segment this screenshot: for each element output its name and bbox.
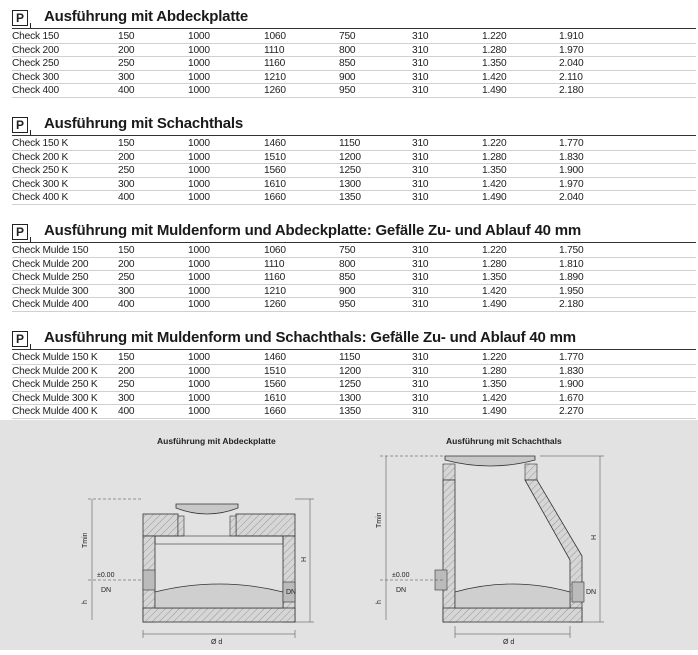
table-row — [12, 30, 696, 44]
label-h: H — [591, 534, 598, 540]
table-row — [12, 244, 696, 258]
cell-value: 1.910 — [559, 31, 584, 42]
cell-value: 1000 — [188, 245, 210, 256]
cell-value: 1.830 — [559, 365, 584, 377]
cell-value: 150 — [118, 352, 135, 363]
cell-value: 1.770 — [559, 138, 584, 149]
cell-value: 1110 — [264, 44, 285, 56]
section-title: Ausführung mit Muldenform und Abdeckplatte: Gefälle Zu- und Ablauf 40 mm — [44, 222, 581, 239]
row-label: Check 150 K — [12, 138, 69, 149]
cell-value: 2.180 — [559, 85, 584, 96]
cell-value: 950 — [339, 299, 356, 310]
cell-value: 1060 — [264, 31, 286, 42]
cell-value: 1150 — [339, 138, 361, 149]
cell-value: 1510 — [264, 365, 286, 377]
table-row — [12, 351, 696, 365]
row-label: Check Mulde 200 — [12, 258, 89, 270]
row-label: Check Mulde 150 K — [12, 352, 98, 363]
row-label: Check 250 K — [12, 165, 69, 176]
cell-value: 250 — [118, 58, 135, 69]
cell-value: 1.900 — [559, 379, 584, 390]
cell-value: 310 — [412, 245, 429, 256]
cell-value: 1.280 — [482, 258, 507, 270]
label-dn-left: DN — [101, 587, 112, 594]
table-row — [12, 392, 696, 406]
collar-right — [525, 464, 537, 480]
cell-value: 310 — [412, 299, 429, 310]
section-rule — [12, 135, 696, 136]
technical-drawings — [0, 420, 698, 650]
cell-value: 1160 — [264, 272, 286, 283]
cell-value: 1.350 — [482, 272, 507, 283]
table-body — [12, 244, 696, 312]
cell-value: 310 — [412, 151, 429, 163]
cell-value: 1610 — [264, 392, 286, 404]
cell-value: 400 — [118, 299, 135, 310]
cell-value: 200 — [118, 258, 135, 270]
cell-value: 1000 — [188, 151, 210, 163]
cell-value: 1.750 — [559, 245, 584, 256]
label-level: ±0.00 — [392, 572, 410, 579]
table-row — [12, 191, 696, 205]
cell-value: 1200 — [339, 365, 361, 377]
cell-value: 1000 — [188, 365, 210, 377]
cell-value: 1.490 — [482, 406, 507, 417]
cell-value: 1.420 — [482, 71, 507, 83]
channel-bench — [455, 584, 570, 608]
cell-value: 310 — [412, 44, 429, 56]
p-badge-icon: P — [12, 117, 28, 133]
table-body — [12, 30, 696, 98]
row-label: Check 300 K — [12, 178, 69, 190]
cell-value: 1.950 — [559, 285, 584, 297]
label-h-small: h — [82, 600, 89, 604]
cell-value: 250 — [118, 272, 135, 283]
cell-value: 310 — [412, 58, 429, 69]
cell-value: 150 — [118, 138, 135, 149]
cell-value: 1210 — [264, 71, 286, 83]
ring-joint — [155, 536, 283, 544]
label-level: ±0.00 — [97, 572, 115, 579]
table-row — [12, 271, 696, 285]
section-title: Ausführung mit Muldenform und Schachthals: Gefälle Zu- und Ablauf 40 mm — [44, 329, 576, 346]
cell-value: 1000 — [188, 272, 210, 283]
cell-value: 200 — [118, 365, 135, 377]
label-d: Ø d — [211, 639, 223, 646]
pipe-out-icon — [572, 582, 584, 602]
cell-value: 1.420 — [482, 178, 507, 190]
collar-left — [443, 464, 455, 480]
cell-value: 310 — [412, 379, 429, 390]
cell-value: 310 — [412, 138, 429, 149]
cell-value: 1000 — [188, 406, 210, 417]
cell-value: 1.890 — [559, 272, 584, 283]
row-label: Check Mulde 150 — [12, 245, 89, 256]
cell-value: 1.490 — [482, 85, 507, 96]
cell-value: 1.220 — [482, 352, 507, 363]
cell-value: 1.420 — [482, 285, 507, 297]
cell-value: 850 — [339, 272, 356, 283]
section-rule — [12, 28, 696, 29]
cell-value: 1.490 — [482, 299, 507, 310]
cell-value: 1.220 — [482, 31, 507, 42]
cell-value: 1000 — [188, 71, 210, 83]
cell-value: 150 — [118, 245, 135, 256]
section-mulde-abdeckplatte — [12, 222, 696, 312]
section-abdeckplatte — [12, 8, 696, 98]
cell-value: 1.350 — [482, 165, 507, 176]
table-row — [12, 365, 696, 379]
cell-value: 2.040 — [559, 192, 584, 203]
cell-value: 900 — [339, 71, 356, 83]
cell-value: 310 — [412, 178, 429, 190]
collar-right — [230, 516, 236, 536]
cell-value: 750 — [339, 245, 356, 256]
row-label: Check Mulde 400 K — [12, 406, 98, 417]
cell-value: 310 — [412, 71, 429, 83]
cell-value: 800 — [339, 258, 356, 270]
slab-left — [143, 514, 178, 536]
cell-value: 1000 — [188, 258, 210, 270]
cell-value: 1.280 — [482, 44, 507, 56]
drawing-title-right: Ausführung mit Schachthals — [446, 436, 562, 446]
row-label: Check Mulde 300 K — [12, 392, 98, 404]
cell-value: 310 — [412, 365, 429, 377]
cell-value: 1460 — [264, 138, 286, 149]
section-mulde-schachthals — [12, 329, 696, 419]
cell-value: 1460 — [264, 352, 286, 363]
cell-value: 200 — [118, 44, 135, 56]
cell-value: 1060 — [264, 245, 286, 256]
row-label: Check Mulde 300 — [12, 285, 89, 297]
cell-value: 1.830 — [559, 151, 584, 163]
cell-value: 250 — [118, 165, 135, 176]
cell-value: 1260 — [264, 85, 286, 96]
cell-value: 1260 — [264, 299, 286, 310]
cell-value: 1000 — [188, 85, 210, 96]
cell-value: 150 — [118, 31, 135, 42]
cell-value: 310 — [412, 85, 429, 96]
cell-value: 1160 — [264, 58, 286, 69]
row-label: Check 250 — [12, 58, 59, 69]
cell-value: 400 — [118, 85, 135, 96]
cell-value: 310 — [412, 31, 429, 42]
cell-value: 1.220 — [482, 138, 507, 149]
cell-value: 1000 — [188, 31, 210, 42]
cell-value: 1000 — [188, 379, 210, 390]
cell-value: 300 — [118, 178, 135, 190]
cell-value: 1210 — [264, 285, 286, 297]
label-tmin: Tmin — [376, 512, 383, 528]
section-schachthals — [12, 115, 696, 205]
row-label: Check 400 K — [12, 192, 69, 203]
cell-value: 1000 — [188, 178, 210, 190]
table-row — [12, 178, 696, 192]
section-header — [12, 115, 696, 137]
cell-value: 1350 — [339, 406, 361, 417]
cell-value: 1000 — [188, 192, 210, 203]
cell-value: 300 — [118, 71, 135, 83]
drawing-right — [376, 456, 604, 646]
cell-value: 1560 — [264, 379, 286, 390]
cell-value: 400 — [118, 192, 135, 203]
cell-value: 2.270 — [559, 406, 584, 417]
section-header — [12, 8, 696, 30]
cell-value: 300 — [118, 285, 135, 297]
table-body — [12, 351, 696, 419]
cell-value: 2.040 — [559, 58, 584, 69]
lid-icon — [445, 456, 535, 466]
cell-value: 1250 — [339, 165, 361, 176]
cell-value: 1000 — [188, 392, 210, 404]
section-header — [12, 329, 696, 351]
cell-value: 1000 — [188, 165, 210, 176]
cell-value: 1.490 — [482, 192, 507, 203]
table-row — [12, 258, 696, 272]
table-row — [12, 151, 696, 165]
table-row — [12, 84, 696, 98]
cell-value: 1.810 — [559, 258, 584, 270]
cell-value: 300 — [118, 392, 135, 404]
pipe-in-icon — [143, 570, 155, 590]
label-h: H — [301, 556, 308, 562]
cell-value: 1.350 — [482, 379, 507, 390]
cell-value: 310 — [412, 392, 429, 404]
cell-value: 1300 — [339, 392, 361, 404]
cell-value: 1610 — [264, 178, 286, 190]
cell-value: 1350 — [339, 192, 361, 203]
section-rule — [12, 349, 696, 350]
table-row — [12, 298, 696, 312]
cell-value: 2.110 — [559, 71, 583, 83]
cell-value: 900 — [339, 285, 356, 297]
cell-value: 200 — [118, 151, 135, 163]
cell-value: 1.420 — [482, 392, 507, 404]
label-tmin: Tmin — [82, 532, 89, 548]
section-rule — [12, 242, 696, 243]
p-badge-icon: P — [12, 10, 28, 26]
section-header — [12, 222, 696, 244]
p-badge-icon: P — [12, 331, 28, 347]
cell-value: 310 — [412, 272, 429, 283]
cell-value: 1660 — [264, 192, 286, 203]
base-slab — [143, 608, 295, 622]
cell-value: 750 — [339, 31, 356, 42]
cell-value: 1.970 — [559, 178, 584, 190]
cell-value: 1000 — [188, 44, 210, 56]
row-label: Check Mulde 250 — [12, 272, 89, 283]
cell-value: 1000 — [188, 138, 210, 149]
section-title: Ausführung mit Abdeckplatte — [44, 8, 249, 25]
cell-value: 1.900 — [559, 165, 584, 176]
row-label: Check 200 K — [12, 151, 69, 163]
table-row — [12, 378, 696, 392]
cell-value: 310 — [412, 406, 429, 417]
section-title: Ausführung mit Schachthals — [44, 115, 243, 132]
base-slab — [443, 608, 582, 622]
label-d: Ø d — [503, 639, 515, 646]
cell-value: 1.280 — [482, 151, 507, 163]
drawing-left — [82, 499, 314, 646]
label-h-small: h — [376, 600, 383, 604]
table-body — [12, 137, 696, 205]
table-row — [12, 71, 696, 85]
table-row — [12, 57, 696, 71]
cell-value: 850 — [339, 58, 356, 69]
cell-value: 1000 — [188, 58, 210, 69]
cell-value: 1200 — [339, 151, 361, 163]
label-dn-right: DN — [586, 589, 597, 596]
cell-value: 1250 — [339, 379, 361, 390]
cell-value: 950 — [339, 85, 356, 96]
cell-value: 1000 — [188, 352, 210, 363]
row-label: Check 400 — [12, 85, 59, 96]
wall-left — [443, 480, 455, 622]
slab-right — [236, 514, 295, 536]
drawing-area — [0, 420, 698, 650]
table-row — [12, 164, 696, 178]
cell-value: 1.770 — [559, 352, 584, 363]
cell-value: 310 — [412, 165, 429, 176]
cell-value: 1560 — [264, 165, 286, 176]
cell-value: 400 — [118, 406, 135, 417]
collar-left — [178, 516, 184, 536]
cell-value: 1.220 — [482, 245, 507, 256]
row-label: Check Mulde 400 — [12, 299, 89, 310]
drawing-title-left: Ausführung mit Abdeckplatte — [157, 436, 276, 446]
lid-icon — [176, 504, 238, 514]
cell-value: 1110 — [264, 258, 285, 270]
row-label: Check Mulde 250 K — [12, 379, 98, 390]
cell-value: 1510 — [264, 151, 286, 163]
cell-value: 1300 — [339, 178, 361, 190]
cell-value: 2.180 — [559, 299, 584, 310]
table-row — [12, 285, 696, 299]
cell-value: 1.280 — [482, 365, 507, 377]
table-row — [12, 44, 696, 58]
row-label: Check 300 — [12, 71, 59, 83]
cell-value: 1660 — [264, 406, 286, 417]
label-dn-left: DN — [396, 587, 407, 594]
cell-value: 1.350 — [482, 58, 507, 69]
cell-value: 310 — [412, 192, 429, 203]
table-row — [12, 137, 696, 151]
p-badge-icon: P — [12, 224, 28, 240]
row-label: Check 150 — [12, 31, 59, 42]
cell-value: 310 — [412, 258, 429, 270]
cell-value: 1.670 — [559, 392, 584, 404]
cell-value: 1000 — [188, 299, 210, 310]
label-dn-right: DN — [286, 589, 297, 596]
row-label: Check 200 — [12, 44, 59, 56]
cell-value: 1.970 — [559, 44, 584, 56]
cell-value: 310 — [412, 285, 429, 297]
cell-value: 310 — [412, 352, 429, 363]
cell-value: 800 — [339, 44, 356, 56]
channel-bench — [155, 584, 283, 608]
cell-value: 1150 — [339, 352, 361, 363]
row-label: Check Mulde 200 K — [12, 365, 98, 377]
table-row — [12, 405, 696, 419]
cell-value: 1000 — [188, 285, 210, 297]
cell-value: 250 — [118, 379, 135, 390]
